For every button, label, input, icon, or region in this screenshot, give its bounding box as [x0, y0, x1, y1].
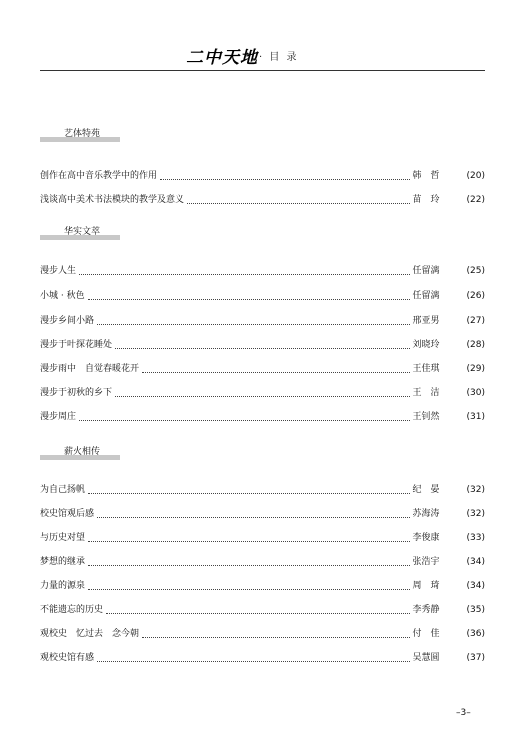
- dot-leader: [106, 613, 410, 614]
- toc-entry-title: 观校史馆有感: [40, 653, 95, 663]
- toc-entry[interactable]: [40, 652, 485, 664]
- toc-entry[interactable]: [40, 363, 485, 375]
- dot-leader: [142, 372, 410, 373]
- dot-leader: [88, 299, 410, 300]
- toc-entry-author: 苗 玲: [412, 195, 440, 205]
- toc-entry-page: (33): [466, 533, 485, 543]
- toc-entry-author: 李俊康: [412, 533, 440, 543]
- dot-leader: [115, 396, 410, 397]
- toc-entry[interactable]: [40, 604, 485, 616]
- toc-entry[interactable]: [40, 387, 485, 399]
- toc-entry-author: 王钊然: [412, 412, 440, 422]
- section-heading-huashi: [40, 226, 120, 240]
- toc-entry[interactable]: [40, 411, 485, 423]
- toc-entry[interactable]: [40, 290, 485, 302]
- section-heading-text: 艺体特苑: [64, 129, 101, 139]
- toc-entry-author: 刘晓玲: [412, 340, 440, 350]
- toc-entry-author: 邢亚男: [412, 316, 440, 326]
- dot-leader: [142, 637, 410, 638]
- toc-entry-author: 付 佳: [412, 629, 440, 639]
- section-heading-yiti: [40, 128, 120, 142]
- toc-entry-page: (25): [466, 266, 485, 276]
- dot-leader: [88, 541, 410, 542]
- toc-entry[interactable]: [40, 580, 485, 592]
- toc-entry-page: (34): [466, 557, 485, 567]
- dot-leader: [115, 348, 410, 349]
- toc-entry-title: 为自己扬帆: [40, 485, 86, 495]
- toc-entry[interactable]: [40, 339, 485, 351]
- toc-entry-page: (36): [466, 629, 485, 639]
- dot-leader: [88, 493, 410, 494]
- toc-entry[interactable]: [40, 532, 485, 544]
- toc-entry[interactable]: [40, 628, 485, 640]
- dot-leader: [97, 324, 410, 325]
- toc-entry-title: 创作在高中音乐教学中的作用: [40, 171, 158, 181]
- dot-leader: [97, 661, 410, 662]
- toc-entry-author: 任留漓: [412, 266, 440, 276]
- toc-entry-title: 漫步人生: [40, 266, 77, 276]
- toc-entry-title: 小城 · 秋色: [40, 291, 85, 301]
- toc-entry-author: 苏海涛: [412, 509, 440, 519]
- toc-entry-page: (22): [466, 195, 485, 205]
- toc-entry-title: 与历史对望: [40, 533, 86, 543]
- toc-entry-author: 韩 哲: [412, 171, 440, 181]
- toc-entry-page: (28): [466, 340, 485, 350]
- dot-leader: [79, 420, 410, 421]
- toc-entry-title: 梦想的继承: [40, 557, 86, 567]
- toc-entry-title: 漫步雨中 自觉春暖花开: [40, 364, 140, 374]
- toc-entry[interactable]: [40, 508, 485, 520]
- toc-entry-title: 浅谈高中美术书法模块的教学及意义: [40, 195, 185, 205]
- dot-leader: [88, 589, 410, 590]
- toc-entry[interactable]: [40, 194, 485, 206]
- toc-entry-author: 任留漓: [412, 291, 440, 301]
- toc-entry-author: 纪 晏: [412, 485, 440, 495]
- dot-leader: [79, 274, 410, 275]
- dot-leader: [97, 517, 410, 518]
- toc-entry-page: (34): [466, 581, 485, 591]
- toc-entry[interactable]: [40, 315, 485, 327]
- toc-entry-page: (32): [466, 509, 485, 519]
- toc-entry-page: (32): [466, 485, 485, 495]
- dot-leader: [88, 565, 410, 566]
- dot-leader: [160, 179, 410, 180]
- toc-entry-page: (35): [466, 605, 485, 615]
- toc-entry-page: (27): [466, 316, 485, 326]
- toc-entry-author: 王 洁: [412, 388, 440, 398]
- toc-entry-title: 不能遗忘的历史: [40, 605, 104, 615]
- toc-entry-title: 校史馆观后感: [40, 509, 95, 519]
- publication-logo: 二中天地: [186, 48, 258, 68]
- header-section-label: · 目 录: [259, 52, 299, 63]
- toc-entry-page: (37): [466, 653, 485, 663]
- toc-entry[interactable]: [40, 484, 485, 496]
- dot-leader: [187, 203, 410, 204]
- toc-entry-author: 李秀静: [412, 605, 440, 615]
- toc-entry[interactable]: [40, 556, 485, 568]
- toc-entry-page: (20): [466, 171, 485, 181]
- toc-entry-author: 王佳琪: [412, 364, 440, 374]
- page-header: [0, 0, 532, 75]
- toc-entry-author: 周 琦: [412, 581, 440, 591]
- header-divider: [40, 70, 485, 71]
- toc-entry-author: 吴慧圆: [412, 653, 440, 663]
- page-number: –3–: [456, 708, 471, 718]
- section-heading-xinhuo: [40, 446, 120, 460]
- toc-entry-page: (30): [466, 388, 485, 398]
- toc-entry-title: 力量的源泉: [40, 581, 86, 591]
- section-heading-text: 华实文萃: [64, 227, 101, 237]
- toc-entry[interactable]: [40, 170, 485, 182]
- toc-entry-title: 漫步乡间小路: [40, 316, 95, 326]
- toc-entry-author: 张浩宇: [412, 557, 440, 567]
- toc-entry[interactable]: [40, 265, 485, 277]
- toc-entry-title: 漫步于叶探花睡处: [40, 340, 113, 350]
- section-heading-text: 薪火相传: [64, 447, 101, 457]
- toc-entry-title: 漫步于初秋的乡下: [40, 388, 113, 398]
- toc-entry-page: (31): [466, 412, 485, 422]
- toc-entry-title: 漫步周庄: [40, 412, 77, 422]
- toc-entry-page: (29): [466, 364, 485, 374]
- toc-entry-title: 观校史 忆过去 念今朝: [40, 629, 140, 639]
- toc-entry-page: (26): [466, 291, 485, 301]
